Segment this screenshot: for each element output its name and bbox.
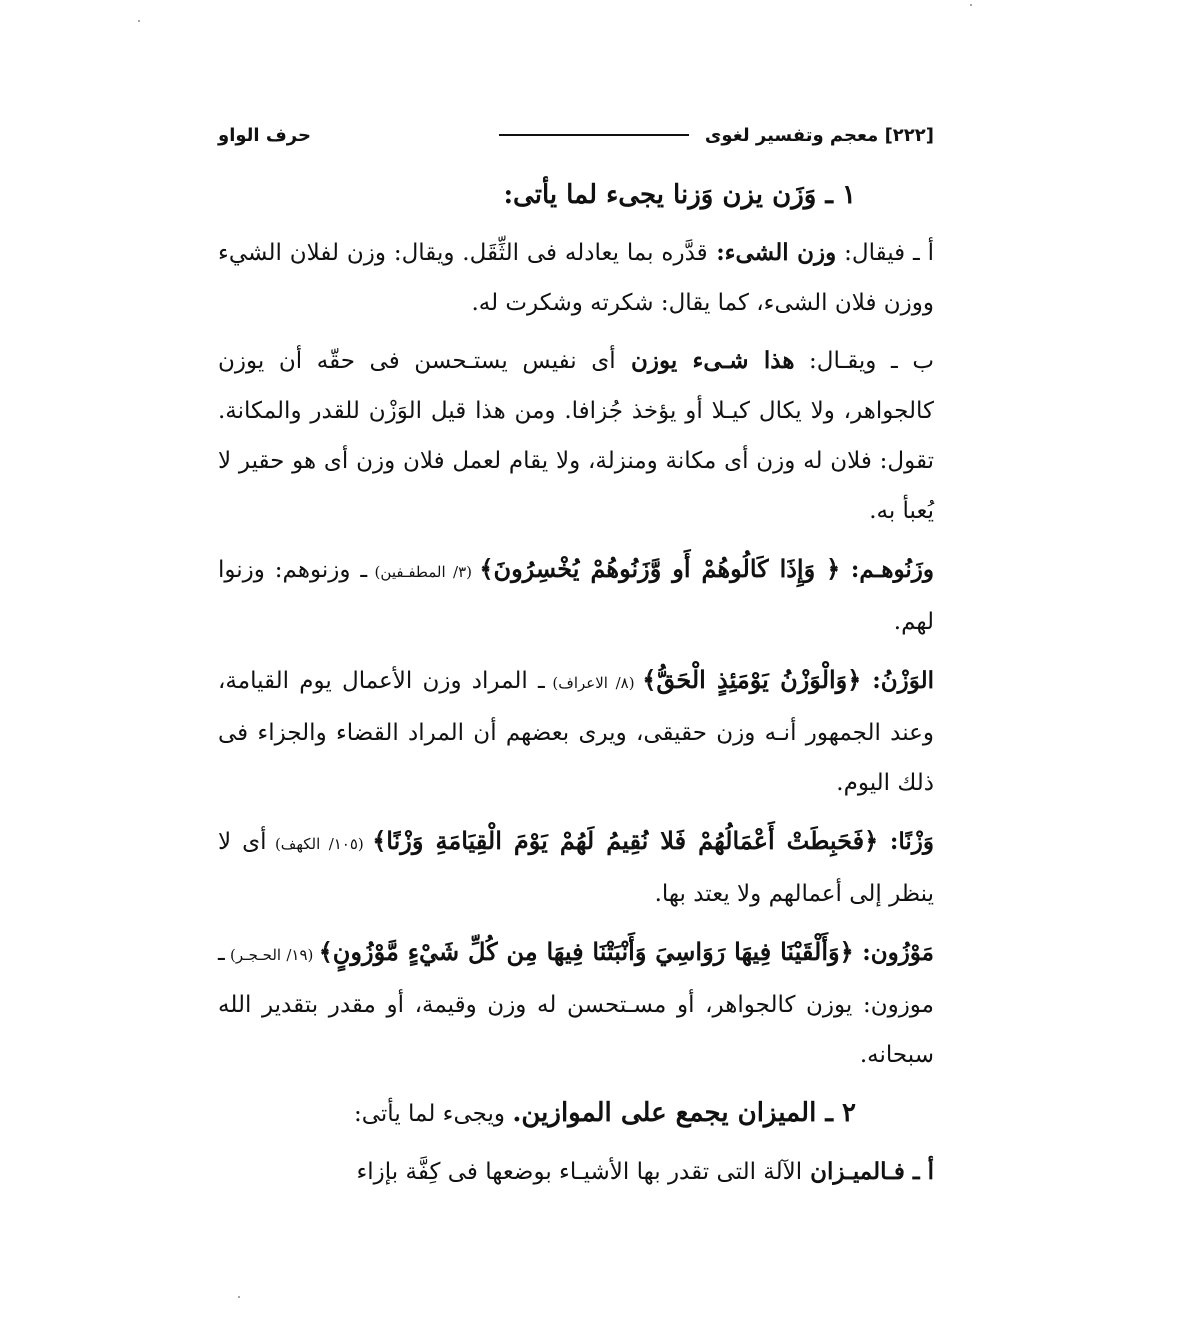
- entry-alwazn: [218, 655, 934, 808]
- entry-waznan-text: أى لا ينظر إلى أعمالهم ولا يعتد بها.: [218, 829, 934, 907]
- entry-mawzun-term: مَوْزُون:: [853, 939, 934, 966]
- entry-wazanuhum-quote: ﴿ وَإِذَا كَالُوهُمْ أَو وَّزَنُوهُمْ يُخْسِرُونَ﴾: [479, 554, 841, 583]
- paragraph-a: [218, 228, 934, 328]
- entry-mawzun-text: ـ موزون: يوزن كالجواهر، أو مسـتحسن له وزن وقيمة، أو مقدر بتقدير الله سبحانه.: [218, 940, 934, 1068]
- paragraph-b-text: أى نفيس يستـحسن فى حقّه أن يوزن كالجواهر، ولا يكال كيـلا أو يؤخذ جُزافا. ومن هذا قيل الوَزْن للقدر والمكانة. تقول: فلان له وزن أى مكانة ومنزلة، ولا يقام لعمل فلان وزن أى هو حقير لا يُعبأ به.: [218, 348, 934, 524]
- page-body: [218, 170, 934, 1205]
- section-heading-2-title: ٢ ـ الميزان يجمع على الموازين.: [512, 1098, 856, 1128]
- section-heading-1: ١ ـ وَزَن يزن وَزنا يجىء لما يأتى:: [503, 180, 856, 210]
- entry-wazanuhum-term: وزَنُوهـم:: [840, 556, 935, 583]
- paragraph-2a: [218, 1147, 934, 1197]
- paragraph-a-term: وزن الشىء:: [707, 239, 837, 266]
- entry-wazanuhum-ref: (٣/ المطفـفين): [367, 563, 480, 581]
- scan-speck: [970, 4, 972, 6]
- page-title: [٢٢٢] معجم وتفسير لغوى: [704, 124, 934, 146]
- paragraph-b-term: هذا شـىء يوزن: [615, 347, 795, 374]
- section-heading-2: [218, 1088, 934, 1139]
- paragraph-b: [218, 336, 934, 536]
- paragraph-2a-text: الآلة التى تقدر بها الأشيـاء بوضعها فى كِفَّة بإزاء: [356, 1159, 803, 1185]
- entry-alwazn-quote: ﴿وَالْوَزْنُ يَوْمَئِذٍ الْحَقُّ﴾: [642, 665, 862, 694]
- entry-waznan-quote: ﴿فَحَبِطَتْ أَعْمَالُهُمْ فَلا نُقِيمُ لَهُمْ يَوْمَ الْقِيَامَةِ وَزْنًا﴾: [372, 826, 879, 855]
- paragraph-b-lead: ب ـ ويقـال:: [794, 348, 934, 374]
- entry-waznan: [218, 816, 934, 919]
- chapter-title: حرف الواو: [218, 124, 311, 146]
- entry-mawzun: [218, 927, 934, 1080]
- entry-mawzun-ref: (١٩/ الحـجـر): [224, 946, 319, 964]
- header-rule: [499, 134, 689, 136]
- scan-speck: [138, 20, 140, 22]
- paragraph-2a-term: أ ـ فـالميـزان: [802, 1158, 934, 1185]
- paragraph-a-lead: أ ـ فيقال:: [836, 240, 934, 266]
- paragraph-a-text: قدَّره بما يعادله فى الثِّقَل. ويقال: وزن لفلان الشيء ووزن فلان الشىء، كما يقال: شكرته وشكرت له.: [218, 240, 934, 316]
- entry-alwazn-term: الوَزْنُ:: [861, 667, 935, 694]
- entry-wazanuhum: [218, 544, 934, 647]
- entry-waznan-ref: (١٠٥/ الكهف): [266, 835, 373, 853]
- entry-wazanuhum-text: ـ وزنوهم: وزنوا لهم.: [218, 557, 934, 635]
- entry-waznan-term: وَزْنًا:: [878, 828, 934, 855]
- scan-speck: [238, 1296, 240, 1298]
- page-header: [218, 118, 934, 152]
- entry-alwazn-ref: (٨/ الاعراف): [544, 674, 643, 692]
- entry-alwazn-text: ـ المراد وزن الأعمال يوم القيامة، وعند الجمهور أنـه وزن حقيقى، ويرى بعضهم أن المراد القضاء والجزاء فى ذلك اليوم.: [218, 668, 934, 796]
- section-heading-2-tail: ويجىء لما يأتى:: [353, 1101, 513, 1127]
- entry-mawzun-quote: ﴿وَأَلْقَيْنَا فِيهَا رَوَاسِيَ وَأَنْبَتْنَا فِيهَا مِن كُلِّ شَيْءٍ مَّوْزُونٍ﴾: [318, 937, 854, 966]
